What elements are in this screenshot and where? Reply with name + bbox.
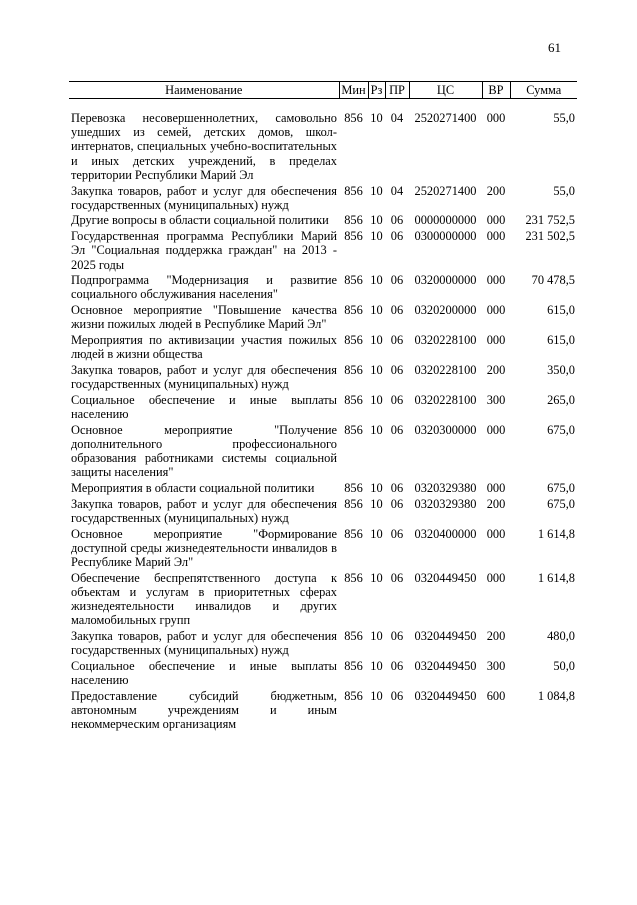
row-rz: 10 — [370, 183, 383, 198]
row-pr: 06 — [390, 303, 404, 318]
row-cs: 2520271400 — [414, 183, 477, 198]
row-pr: 06 — [390, 273, 404, 288]
row-min: 856 — [344, 229, 363, 244]
row-min: 856 — [344, 183, 363, 198]
row-rz: 10 — [370, 629, 383, 644]
row-name: Закупка товаров, работ и услуг для обеспечения государственных (муниципальных) нужд — [71, 496, 337, 525]
row-name: Закупка товаров, работ и услуг для обеспечения государственных (муниципальных) нужд — [71, 629, 337, 658]
row-cs: 0000000000 — [414, 213, 477, 228]
row-name: Государственная программа Республики Марий Эл "Социальная поддержка граждан" на 2013 - 2025 годы — [71, 229, 337, 272]
row-cs: 0300000000 — [414, 229, 477, 244]
row-pr: 06 — [390, 570, 404, 585]
row-sum: 70 478,5 — [531, 273, 575, 288]
row-sum: 55,0 — [553, 111, 575, 125]
row-pr: 06 — [390, 392, 404, 407]
row-pr: 06 — [390, 659, 404, 674]
row-rz: 10 — [370, 111, 383, 125]
row-vr: 600 — [486, 688, 506, 703]
row-name: Предоставление субсидий бюджетным, автономным учреждениям и иным некоммерческим организациям — [71, 688, 337, 732]
row-vr: 000 — [486, 422, 506, 437]
table-body — [69, 99, 577, 734]
row-rz: 10 — [370, 526, 383, 541]
row-min: 856 — [344, 392, 363, 407]
table-row — [69, 689, 577, 733]
row-min: 856 — [344, 496, 363, 511]
table-row — [69, 629, 577, 659]
row-vr: 300 — [486, 659, 506, 674]
table-row — [69, 393, 577, 423]
row-name: Основное мероприятие "Получение дополнительного профессионального образования работниками системы социальной защиты населения" — [71, 422, 337, 480]
table-row — [69, 229, 577, 273]
row-vr: 000 — [486, 303, 506, 318]
row-vr: 300 — [486, 392, 506, 407]
row-sum: 615,0 — [547, 333, 575, 348]
row-sum: 231 752,5 — [525, 213, 575, 228]
table-row — [69, 99, 577, 184]
row-name: Перевозка несовершеннолетних, самовольно ушедших из семей, детских домов, школ-интернатов, специальных учебно-воспитательных и иных детских учреждений, в пределах территории Республики Марий Эл — [71, 111, 337, 182]
row-cs: 0320400000 — [414, 526, 477, 541]
row-min: 856 — [344, 659, 363, 674]
row-name: Мероприятия по активизации участия пожилых людей в жизни общества — [71, 333, 337, 362]
row-name: Мероприятия в области социальной политики — [71, 481, 315, 496]
table-row — [69, 481, 577, 497]
row-cs: 0320449450 — [414, 629, 477, 644]
row-cs: 0320228100 — [414, 392, 477, 407]
row-vr: 200 — [486, 629, 506, 644]
row-pr: 04 — [390, 183, 404, 198]
row-cs: 0320329380 — [414, 481, 477, 496]
header-sum: Сумма — [510, 82, 577, 99]
row-cs: 0320449450 — [414, 570, 477, 585]
header-rz: Рз — [368, 82, 385, 99]
header-name: Наименование — [69, 82, 339, 99]
row-sum: 675,0 — [547, 422, 575, 437]
row-rz: 10 — [370, 481, 383, 496]
row-min: 856 — [344, 362, 363, 377]
row-vr: 000 — [486, 333, 506, 348]
row-sum: 675,0 — [547, 481, 575, 496]
row-cs: 2520271400 — [414, 111, 477, 125]
table-row — [69, 659, 577, 689]
row-pr: 06 — [390, 481, 404, 496]
table-row — [69, 333, 577, 363]
row-sum: 675,0 — [547, 496, 575, 511]
table-row — [69, 363, 577, 393]
row-cs: 0320449450 — [414, 688, 477, 703]
row-rz: 10 — [370, 570, 383, 585]
table-row — [69, 184, 577, 214]
row-rz: 10 — [370, 659, 383, 674]
row-sum: 1 614,8 — [537, 570, 575, 585]
row-sum: 615,0 — [547, 303, 575, 318]
table-row — [69, 303, 577, 333]
row-min: 856 — [344, 481, 363, 496]
row-sum: 1 084,8 — [537, 688, 575, 703]
budget-table — [69, 81, 577, 733]
table-row — [69, 571, 577, 629]
row-pr: 06 — [390, 229, 404, 244]
row-vr: 000 — [486, 526, 506, 541]
row-min: 856 — [344, 526, 363, 541]
row-pr: 06 — [390, 496, 404, 511]
row-name: Обеспечение беспрепятственного доступа к объектам и услугам в приоритетных сферах жизнедеятельности инвалидов и других маломобильных групп — [71, 570, 337, 628]
row-name: Закупка товаров, работ и услуг для обеспечения государственных (муниципальных) нужд — [71, 362, 337, 392]
header-min: Мин — [339, 82, 368, 99]
row-pr: 06 — [390, 422, 404, 437]
table-header — [69, 82, 577, 99]
row-pr: 06 — [390, 688, 404, 703]
row-min: 856 — [344, 629, 363, 644]
row-name: Социальное обеспечение и иные выплаты населению — [71, 659, 337, 688]
header-vr: ВР — [482, 82, 510, 99]
row-cs: 0320329380 — [414, 496, 477, 511]
row-min: 856 — [344, 688, 363, 703]
row-min: 856 — [344, 111, 363, 125]
row-vr: 000 — [486, 111, 506, 125]
row-name: Основное мероприятие "Повышение качества жизни пожилых людей в Республике Марий Эл" — [71, 303, 337, 332]
row-pr: 04 — [390, 111, 404, 125]
row-pr: 06 — [390, 333, 404, 348]
row-vr: 200 — [486, 496, 506, 511]
row-rz: 10 — [370, 688, 383, 703]
row-cs: 0320228100 — [414, 333, 477, 348]
row-pr: 06 — [390, 213, 404, 228]
row-rz: 10 — [370, 213, 383, 228]
row-name: Социальное обеспечение и иные выплаты населению — [71, 392, 337, 422]
row-vr: 200 — [486, 362, 506, 377]
header-pr: ПР — [385, 82, 409, 99]
row-vr: 000 — [486, 273, 506, 288]
row-rz: 10 — [370, 333, 383, 348]
row-vr: 000 — [486, 570, 506, 585]
row-vr: 000 — [486, 213, 506, 228]
row-min: 856 — [344, 570, 363, 585]
row-pr: 06 — [390, 526, 404, 541]
row-min: 856 — [344, 422, 363, 437]
row-name: Другие вопросы в области социальной политики — [71, 213, 329, 228]
row-sum: 50,0 — [553, 659, 575, 674]
row-cs: 0320200000 — [414, 303, 477, 318]
row-pr: 06 — [390, 629, 404, 644]
row-min: 856 — [344, 303, 363, 318]
row-cs: 0320000000 — [414, 273, 477, 288]
row-rz: 10 — [370, 229, 383, 244]
row-rz: 10 — [370, 392, 383, 407]
row-name: Закупка товаров, работ и услуг для обеспечения государственных (муниципальных) нужд — [71, 183, 337, 212]
row-pr: 06 — [390, 362, 404, 377]
row-vr: 200 — [486, 183, 506, 198]
row-sum: 55,0 — [553, 183, 575, 198]
table-row — [69, 527, 577, 571]
row-cs: 0320300000 — [414, 422, 477, 437]
row-name: Подпрограмма "Модернизация и развитие социального обслуживания населения" — [71, 273, 337, 302]
page-number: 61 — [548, 40, 561, 55]
table-row — [69, 213, 577, 229]
row-rz: 10 — [370, 362, 383, 377]
table-row — [69, 497, 577, 527]
row-rz: 10 — [370, 422, 383, 437]
header-cs: ЦС — [409, 82, 482, 99]
row-min: 856 — [344, 273, 363, 288]
row-rz: 10 — [370, 273, 383, 288]
table-row — [69, 273, 577, 303]
row-vr: 000 — [486, 481, 506, 496]
row-cs: 0320449450 — [414, 659, 477, 674]
row-sum: 231 502,5 — [525, 229, 575, 244]
row-sum: 1 614,8 — [537, 526, 575, 541]
row-vr: 000 — [486, 229, 506, 244]
row-sum: 350,0 — [547, 362, 575, 377]
row-min: 856 — [344, 333, 363, 348]
row-name: Основное мероприятие "Формирование доступной среды жизнедеятельности инвалидов в Республике Марий Эл" — [71, 526, 337, 570]
row-min: 856 — [344, 213, 363, 228]
row-rz: 10 — [370, 496, 383, 511]
row-rz: 10 — [370, 303, 383, 318]
table-row — [69, 423, 577, 481]
row-cs: 0320228100 — [414, 362, 477, 377]
row-sum: 480,0 — [547, 629, 575, 644]
row-sum: 265,0 — [547, 392, 575, 407]
